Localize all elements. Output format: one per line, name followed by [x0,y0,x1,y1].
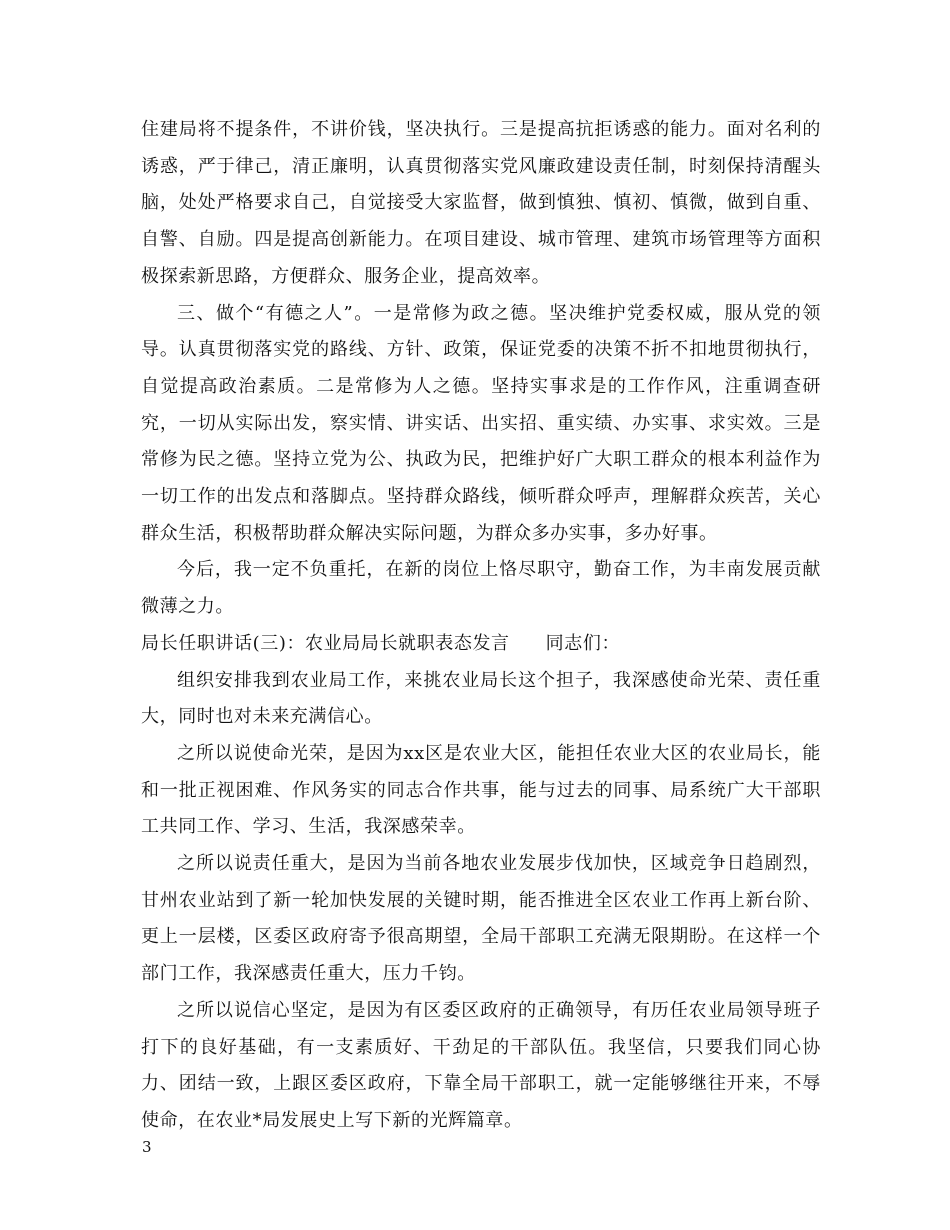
section-heading-line [141,626,821,663]
greeting: 同志们： [545,632,621,654]
paragraph: 组织安排我到农业局工作，来挑农业局长这个担子，我深感使命光荣、责任重大，同时也对未来充满信心。 [141,669,821,728]
section-title: 局长任职讲话(三)：农业局局长就职表态发言 [141,632,510,654]
document-body [141,112,821,1140]
paragraph: 住建局将不提条件，不讲价钱，坚决执行。三是提高抗拒诱惑的能力。面对名利的诱惑，严于律己，清正廉明，认真贯彻落实党风廉政建设责任制，时刻保持清醒头脑，处处严格要求自己，自觉接受大家监督，做到慎独、慎初、慎微，做到自重、自警、自励。四是提高创新能力。在项目建设、城市管理、建筑市场管理等方面积极探索新思路，方便群众、服务企业，提高效率。 [141,119,821,287]
paragraph: 今后，我一定不负重托，在新的岗位上恪尽职守，勤奋工作，为丰南发展贡献微薄之力。 [141,559,821,618]
paragraph: 之所以说责任重大，是因为当前各地农业发展步伐加快，区域竞争日趋剧烈，甘州农业站到了新一轮加快发展的关键时期，能否推进全区农业工作再上新台阶、更上一层楼，区委区政府寄予很高期望，全局干部职工充满无限期盼。在这样一个部门工作，我深感责任重大，压力千钧。 [141,853,821,985]
paragraph: 之所以说使命光荣，是因为xx区是农业大区，能担任农业大区的农业局长，能和一批正视困难、作风务实的同志合作共事，能与过去的同事、局系统广大干部职工共同工作、学习、生活，我深感荣幸。 [141,742,821,838]
paragraph: 之所以说信心坚定，是因为有区委区政府的正确领导，有历任农业局领导班子打下的良好基础，有一支素质好、干劲足的干部队伍。我坚信，只要我们同心协力、团结一致，上跟区委区政府，下靠全局干部职工，就一定能够继往开来，不辱使命，在农业*局发展史上写下新的光辉篇章。 [141,999,821,1131]
page-number: 3 [142,1138,152,1156]
paragraph: 三、做个“有德之人”。一是常修为政之德。坚决维护党委权威，服从党的领导。认真贯彻落实党的路线、方针、政策，保证党委的决策不折不扣地贯彻执行，自觉提高政治素质。二是常修为人之德。坚持实事求是的工作作风，注重调查研究，一切从实际出发，察实情、讲实话、出实招、重实绩、办实事、求实效。三是常修为民之德。坚持立党为公、执政为民，把维护好广大职工群众的根本利益作为一切工作的出发点和落脚点。坚持群众路线，倾听群众呼声，理解群众疾苦，关心群众生活，积极帮助群众解决实际问题，为群众多办实事，多办好事。 [141,302,821,544]
